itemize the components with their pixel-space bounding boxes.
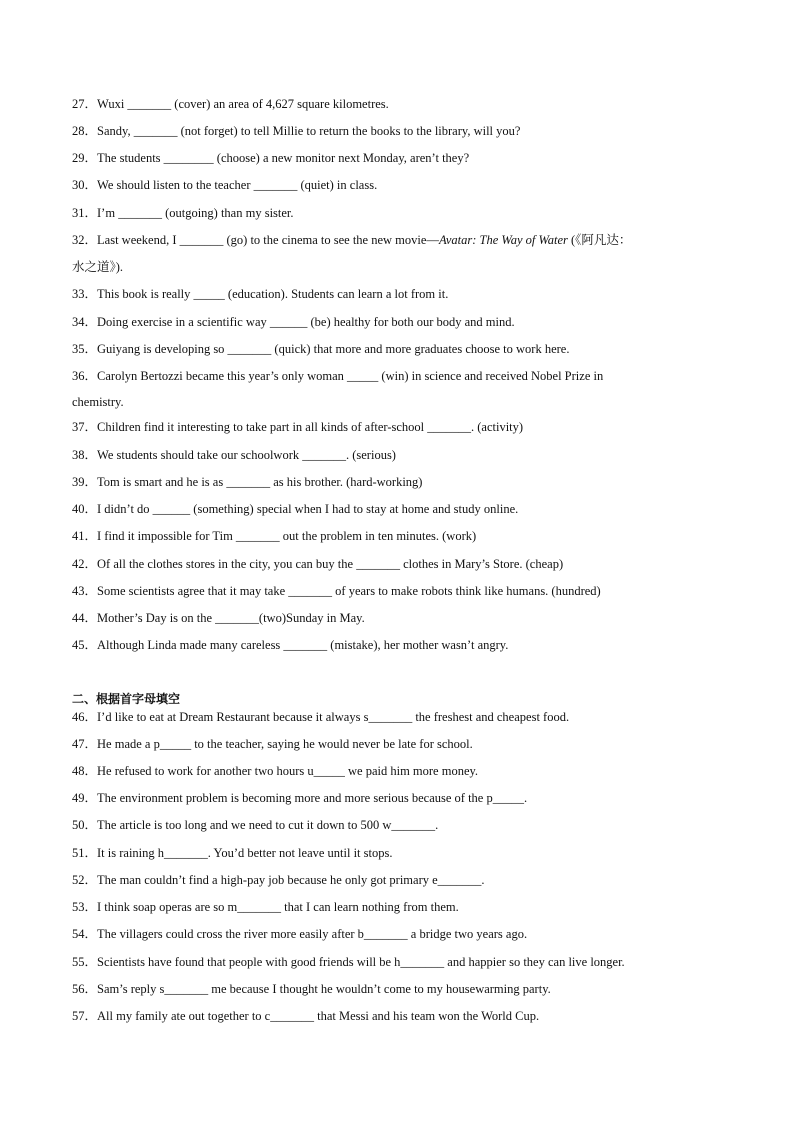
question-text: Scientists have found that people with good friends will be h_______ and happier so they can live longer. xyxy=(97,955,625,969)
question-36-continued: chemistry. xyxy=(72,395,124,409)
question-46: 46．I’d like to eat at Dream Restaurant because it always s_______ the freshest and cheapest food. xyxy=(72,710,570,724)
question-36: 36．Carolyn Bertozzi became this year’s only woman _____ (win) in science and received Nobel Prize in xyxy=(72,369,604,383)
question-text: I’d like to eat at Dream Restaurant because it always s_______ the freshest and cheapest food. xyxy=(97,710,570,724)
question-text: Some scientists agree that it may take _______ of years to make robots think like humans. (hundred) xyxy=(97,584,601,598)
question-text: We students should take our schoolwork _______. (serious) xyxy=(97,448,396,462)
question-50: 50．The article is too long and we need to cut it down to 500 w_______. xyxy=(72,818,439,832)
question-55: 55．Scientists have found that people with good friends will be h_______ and happier so they can live longer. xyxy=(72,955,625,969)
question-text: He refused to work for another two hours u_____ we paid him more money. xyxy=(97,764,479,778)
question-text: The villagers could cross the river more easily after b_______ a bridge two years ago. xyxy=(97,927,528,941)
question-text: The students ________ (choose) a new monitor next Monday, aren’t they? xyxy=(97,151,470,165)
question-text: Wuxi _______ (cover) an area of 4,627 square kilometres. xyxy=(97,97,389,111)
question-text: Last weekend, I _______ (go) to the cinema to see the new movie— xyxy=(97,233,439,247)
section-heading: 二、根据首字母填空 xyxy=(72,692,181,706)
question-text-after: (《阿凡达： xyxy=(567,233,632,247)
question-33: 33．This book is really _____ (education). Students can learn a lot from it. xyxy=(72,287,449,301)
question-27: 27．Wuxi _______ (cover) an area of 4,627 square kilometres. xyxy=(72,97,389,111)
question-38: 38．We students should take our schoolwork _______. (serious) xyxy=(72,448,396,462)
question-text: It is raining h_______. You’d better not leave until it stops. xyxy=(97,846,393,860)
question-32-continued: 水之道》). xyxy=(72,260,124,274)
question-text: Doing exercise in a scientific way ______ (be) healthy for both our body and mind. xyxy=(97,315,515,329)
question-42: 42．Of all the clothes stores in the city, you can buy the _______ clothes in Mary’s Store. (cheap) xyxy=(72,557,564,571)
question-54: 54．The villagers could cross the river more easily after b_______ a bridge two years ago. xyxy=(72,927,528,941)
question-51: 51．It is raining h_______. You’d better not leave until it stops. xyxy=(72,846,393,860)
question-43: 43．Some scientists agree that it may take _______ of years to make robots think like humans. (hundred) xyxy=(72,584,601,598)
question-32: 32．Last weekend, I _______ (go) to the cinema to see the new movie—Avatar: The Way of Water (《阿凡达： xyxy=(72,233,632,247)
question-35: 35．Guiyang is developing so _______ (quick) that more and more graduates choose to work here. xyxy=(72,342,570,356)
question-37: 37．Children find it interesting to take part in all kinds of after-school _______. (activity) xyxy=(72,420,524,434)
question-28: 28．Sandy, _______ (not forget) to tell Millie to return the books to the library, will you? xyxy=(72,124,521,138)
question-53: 53．I think soap operas are so m_______ that I can learn nothing from them. xyxy=(72,900,459,914)
question-text: The environment problem is becoming more and more serious because of the p_____. xyxy=(97,791,528,805)
question-45: 45．Although Linda made many careless _______ (mistake), her mother wasn’t angry. xyxy=(72,638,509,652)
question-text: The man couldn’t find a high-pay job because he only got primary e_______. xyxy=(97,873,485,887)
question-56: 56．Sam’s reply s_______ me because I thought he wouldn’t come to my housewarming party. xyxy=(72,982,551,996)
question-52: 52．The man couldn’t find a high-pay job because he only got primary e_______. xyxy=(72,873,485,887)
question-29: 29．The students ________ (choose) a new monitor next Monday, aren’t they? xyxy=(72,151,470,165)
question-text: Guiyang is developing so _______ (quick) that more and more graduates choose to work here. xyxy=(97,342,570,356)
question-31: 31．I’m _______ (outgoing) than my sister. xyxy=(72,206,294,220)
question-30: 30．We should listen to the teacher _______ (quiet) in class. xyxy=(72,178,378,192)
question-39: 39．Tom is smart and he is as _______ as his brother. (hard-working) xyxy=(72,475,423,489)
question-48: 48．He refused to work for another two hours u_____ we paid him more money. xyxy=(72,764,479,778)
question-34: 34．Doing exercise in a scientific way ______ (be) healthy for both our body and mind. xyxy=(72,315,515,329)
question-text: Sam’s reply s_______ me because I thought he wouldn’t come to my housewarming party. xyxy=(97,982,551,996)
question-text: I find it impossible for Tim _______ out the problem in ten minutes. (work) xyxy=(97,529,477,543)
question-text: Sandy, _______ (not forget) to tell Millie to return the books to the library, will you? xyxy=(97,124,521,138)
question-text: Of all the clothes stores in the city, you can buy the _______ clothes in Mary’s Store. (cheap) xyxy=(97,557,564,571)
question-text: He made a p_____ to the teacher, saying he would never be late for school. xyxy=(97,737,473,751)
question-text: All my family ate out together to c_______ that Messi and his team won the World Cup. xyxy=(97,1009,540,1023)
question-57: 57．All my family ate out together to c_______ that Messi and his team won the World Cup. xyxy=(72,1009,540,1023)
question-text: I think soap operas are so m_______ that I can learn nothing from them. xyxy=(97,900,459,914)
question-text: I’m _______ (outgoing) than my sister. xyxy=(97,206,294,220)
question-text: I didn’t do ______ (something) special when I had to stay at home and study online. xyxy=(97,502,519,516)
question-text: Although Linda made many careless _______ (mistake), her mother wasn’t angry. xyxy=(97,638,509,652)
question-text: Children find it interesting to take part in all kinds of after-school _______. (activity) xyxy=(97,420,524,434)
question-text: This book is really _____ (education). Students can learn a lot from it. xyxy=(97,287,449,301)
question-text: Tom is smart and he is as _______ as his brother. (hard-working) xyxy=(97,475,423,489)
question-40: 40．I didn’t do ______ (something) special when I had to stay at home and study online. xyxy=(72,502,519,516)
question-41: 41．I find it impossible for Tim _______ out the problem in ten minutes. (work) xyxy=(72,529,477,543)
question-text: We should listen to the teacher _______ (quiet) in class. xyxy=(97,178,378,192)
question-49: 49．The environment problem is becoming more and more serious because of the p_____. xyxy=(72,791,528,805)
movie-title: Avatar: The Way of Water xyxy=(438,233,568,247)
question-text: The article is too long and we need to cut it down to 500 w_______. xyxy=(97,818,439,832)
question-text: Carolyn Bertozzi became this year’s only woman _____ (win) in science and received Nobel Prize in xyxy=(97,369,604,383)
question-47: 47．He made a p_____ to the teacher, saying he would never be late for school. xyxy=(72,737,473,751)
question-44: 44．Mother’s Day is on the _______(two)Sunday in May. xyxy=(72,611,365,625)
question-text: Mother’s Day is on the _______(two)Sunday in May. xyxy=(97,611,365,625)
